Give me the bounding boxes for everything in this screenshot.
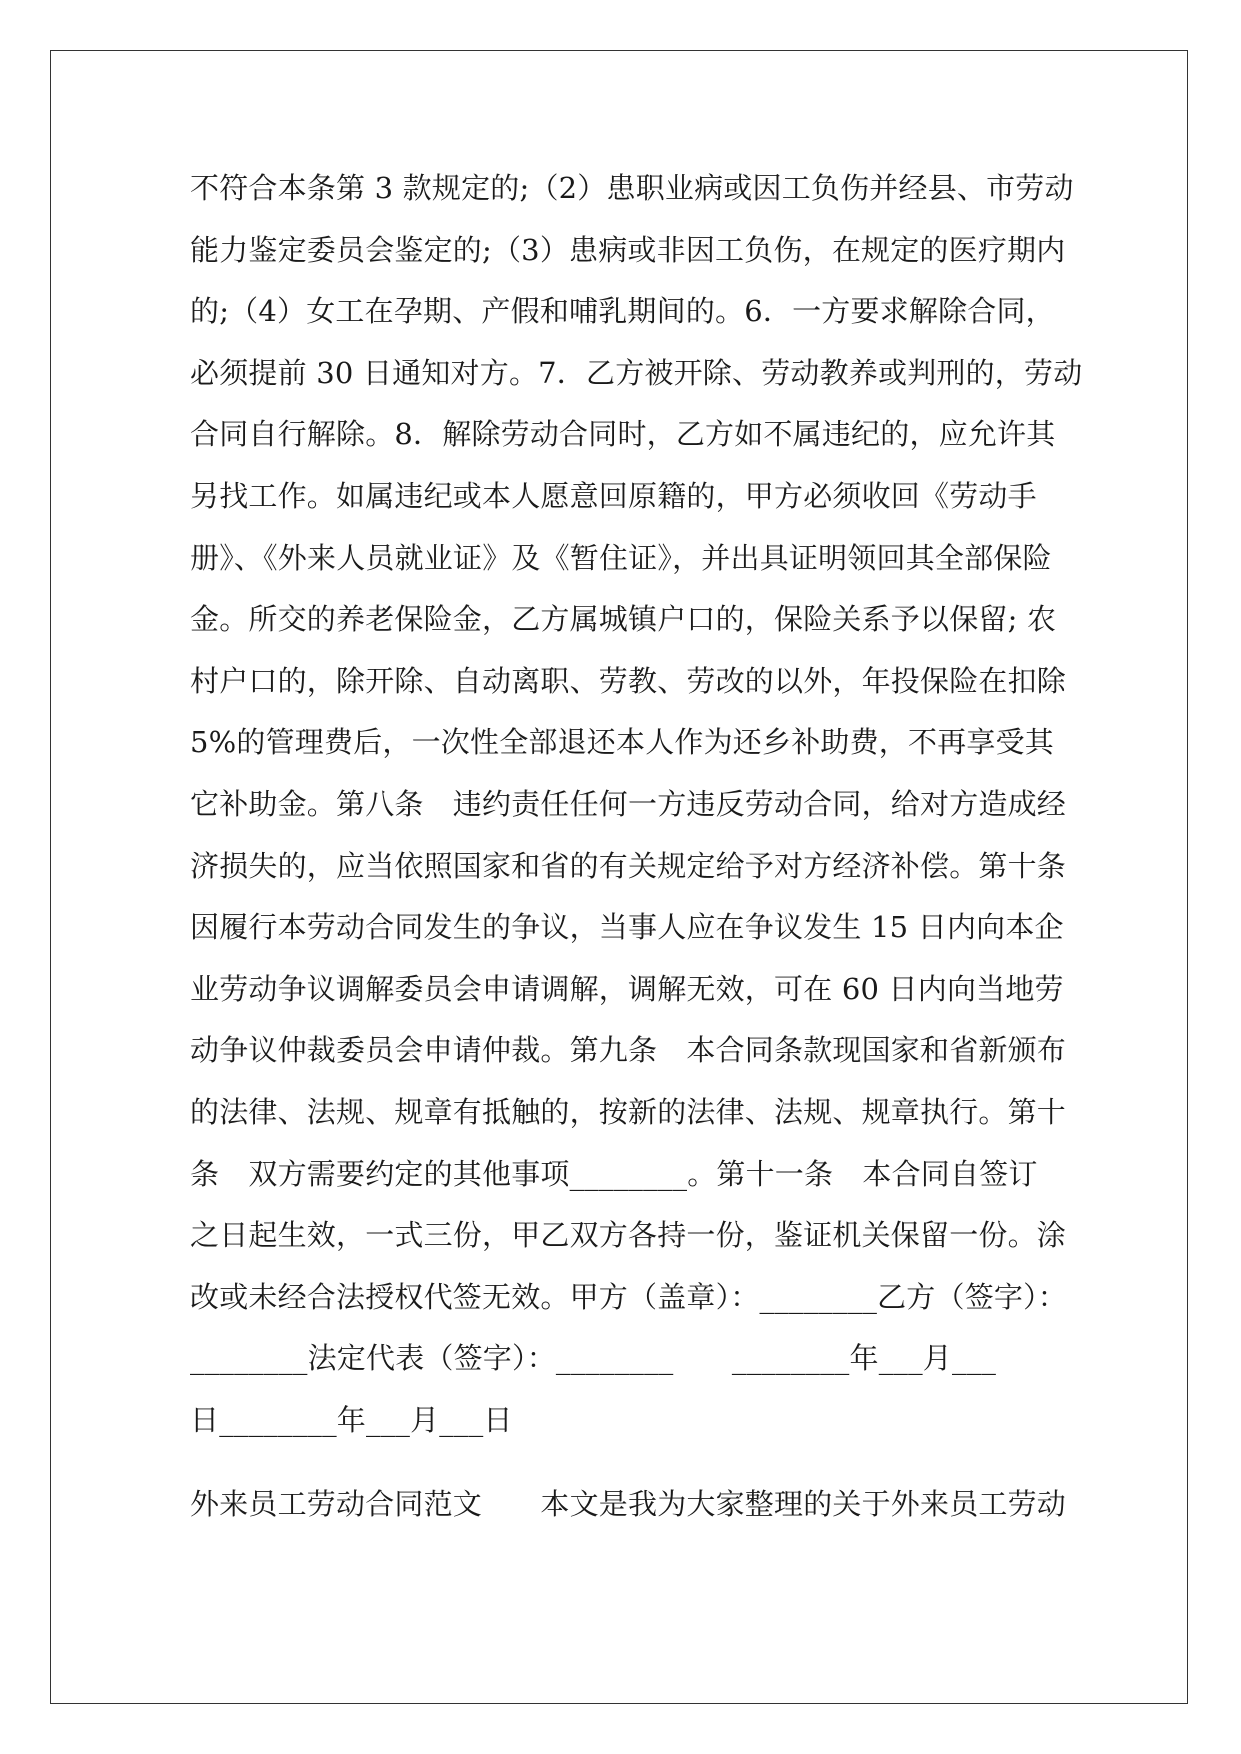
next-section-heading-line: 外来员工劳动合同范文 本文是我为大家整理的关于外来员工劳动 [190,1487,1067,1522]
text-line-7: 册》、《外来人员就业证》及《暂住证》，并出具证明领回其全部保险 [190,540,1052,575]
text-line-13: 因履行本劳动合同发生的争议，当事人应在争议发生 15 日内向本企 [190,910,1064,945]
text-line-2: 能力鉴定委员会鉴定的;（3）患病或非因工负伤，在规定的医疗期内 [190,232,1066,267]
text-line-17: 条 双方需要约定的其他事项________。第十一条 本合同自签订 [190,1156,1038,1191]
text-line-8: 金。所交的养老保险金，乙方属城镇户口的，保险关系予以保留; 农 [190,602,1057,637]
text-line-18: 之日起生效，一式三份，甲乙双方各持一份，鉴证机关保留一份。涂 [190,1218,1067,1253]
text-line-19: 改或未经合法授权代签无效。甲方（盖章）：________乙方（签字）： [190,1279,1068,1314]
text-line-15: 动争议仲裁委员会申请仲裁。第九条 本合同条款现国家和省新颁布 [190,1033,1067,1068]
text-line-20: ________法定代表（签字）：________ ________年___月___ [190,1341,997,1376]
text-line-6: 另找工作。如属违纪或本人愿意回原籍的，甲方必须收回《劳动手 [190,478,1037,513]
text-line-12: 济损失的，应当依照国家和省的有关规定给予对方经济补偿。第十条 [190,848,1067,883]
text-line-4: 必须提前 30 日通知对方。7．乙方被开除、劳动教养或判刑的，劳动 [190,355,1083,390]
document-body [190,158,1083,1536]
text-line-16: 的法律、法规、规章有抵触的，按新的法律、法规、规章执行。第十 [190,1094,1067,1129]
text-line-5: 合同自行解除。8．解除劳动合同时，乙方如不属违纪的，应允许其 [190,417,1056,452]
text-line-1: 不符合本条第 3 款规定的;（2）患职业病或因工负伤并经县、市劳动 [190,171,1074,205]
text-line-9: 村户口的，除开除、自动离职、劳教、劳改的以外，年投保险在扣除 [190,663,1067,698]
text-line-14: 业劳动争议调解委员会申请调解，调解无效，可在 60 日内向当地劳 [190,971,1064,1006]
text-line-11: 它补助金。第八条 违约责任任何一方违反劳动合同，给对方造成经 [190,786,1067,821]
text-line-21: 日________年___月___日 [190,1402,513,1437]
text-line-3: 的;（4）女工在孕期、产假和哺乳期间的。6．一方要求解除合同， [190,294,1055,329]
text-line-10: 5%的管理费后，一次性全部退还本人作为还乡补助费，不再享受其 [190,725,1055,760]
